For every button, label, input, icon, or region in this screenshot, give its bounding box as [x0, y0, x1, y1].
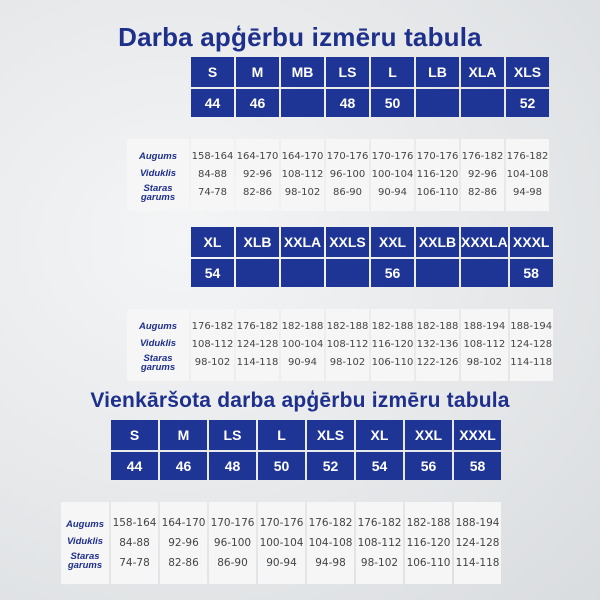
measurement-cell: [461, 309, 508, 381]
value-inseam: 122-126: [416, 357, 459, 368]
value-waist: 92-96: [168, 537, 199, 549]
size-code-cell: XLB: [236, 227, 279, 257]
size-number-cell: [416, 259, 459, 287]
value-height: 188-194: [455, 517, 500, 529]
measurement-cell: [191, 309, 234, 381]
size-number-cell: 46: [236, 89, 279, 117]
size-number-cell: [281, 259, 324, 287]
measurements-row: [127, 139, 549, 211]
value-waist: 92-96: [242, 169, 273, 180]
value-waist: 96-100: [213, 537, 252, 549]
value-inseam: 94-98: [512, 187, 543, 198]
spacer-row: [127, 119, 549, 137]
value-waist: 84-88: [119, 537, 150, 549]
size-number-cell: [281, 89, 324, 117]
value-height: 182-188: [416, 321, 459, 332]
value-inseam: 86-90: [332, 187, 363, 198]
value-waist: 116-120: [416, 169, 459, 180]
corner-blank: [127, 259, 189, 287]
size-number-cell: 56: [371, 259, 414, 287]
measurements-row: [61, 502, 501, 584]
value-height: 170-176: [326, 151, 369, 162]
measurement-cell: [510, 309, 553, 381]
value-inseam: 114-118: [236, 357, 279, 368]
measurement-labels: [127, 309, 189, 381]
value-height: 182-188: [371, 321, 414, 332]
value-waist: 96-100: [329, 169, 366, 180]
value-waist: 104-108: [506, 169, 549, 180]
size-code-cell: LS: [209, 420, 256, 450]
label-waist: Viduklis: [66, 536, 104, 547]
value-inseam: 98-102: [360, 557, 399, 569]
value-height: 188-194: [510, 321, 553, 332]
measurement-cell: [209, 502, 256, 584]
value-waist: 116-120: [371, 339, 414, 350]
label-inseam: [127, 352, 189, 372]
value-inseam: 82-86: [467, 187, 498, 198]
size-code-cell: M: [160, 420, 207, 450]
value-waist: 108-112: [281, 169, 324, 180]
size-code-cell: LB: [416, 57, 459, 87]
size-code-cell: LS: [326, 57, 369, 87]
size-number-cell: 48: [326, 89, 369, 117]
size-code-cell: XXLA: [281, 227, 324, 257]
size-code-cell: XXXL: [454, 420, 501, 450]
size-number-cell: 58: [454, 452, 501, 480]
size-number-cell: 54: [191, 259, 234, 287]
corner-blank: [127, 57, 189, 87]
value-waist: 100-104: [371, 169, 414, 180]
size-number-cell: [461, 89, 504, 117]
value-waist: 100-104: [259, 537, 304, 549]
value-waist: 100-104: [281, 339, 324, 350]
size-code-cell: XXXLA: [461, 227, 508, 257]
value-height: 158-164: [112, 517, 157, 529]
size-header-row: [127, 227, 553, 257]
measurements-row: [127, 309, 553, 381]
measurement-cell: [326, 139, 369, 211]
size-code-cell: XXLS: [326, 227, 369, 257]
size-number-cell: 44: [111, 452, 158, 480]
value-inseam: 82-86: [242, 187, 273, 198]
size-code-cell: XL: [191, 227, 234, 257]
label-inseam-line1: Staras: [143, 183, 173, 194]
size-number-cell: 46: [160, 452, 207, 480]
measurement-labels: [61, 502, 109, 584]
value-inseam: 82-86: [168, 557, 199, 569]
size-code-cell: XLS: [307, 420, 354, 450]
size-number-row: [61, 452, 501, 480]
measurement-labels: [127, 139, 189, 211]
measurement-cell: [281, 309, 324, 381]
main-title: Darba apģērbu izmēru tabula: [118, 22, 482, 52]
label-inseam-line1: Staras: [70, 551, 100, 562]
value-inseam: 98-102: [284, 187, 321, 198]
value-height: 164-170: [281, 151, 324, 162]
size-code-cell: XLS: [506, 57, 549, 87]
value-waist: 108-112: [191, 339, 234, 350]
value-inseam: 98-102: [329, 357, 366, 368]
value-waist: 108-112: [463, 339, 506, 350]
size-code-cell: S: [111, 420, 158, 450]
value-inseam: 106-110: [416, 187, 459, 198]
value-height: 176-182: [236, 321, 279, 332]
size-number-cell: 52: [506, 89, 549, 117]
value-waist: 132-136: [416, 339, 459, 350]
value-inseam: 74-78: [197, 187, 228, 198]
size-code-cell: XLA: [461, 57, 504, 87]
corner-blank: [127, 89, 189, 117]
size-code-cell: L: [371, 57, 414, 87]
measurement-cell: [506, 139, 549, 211]
value-height: 164-170: [236, 151, 279, 162]
value-height: 176-182: [308, 517, 353, 529]
size-number-cell: 50: [371, 89, 414, 117]
size-table-2: [125, 225, 555, 383]
size-code-cell: S: [191, 57, 234, 87]
size-number-cell: 58: [510, 259, 553, 287]
measurement-cell: [258, 502, 305, 584]
size-table-1: [125, 55, 551, 213]
value-height: 182-188: [406, 517, 451, 529]
value-inseam: 114-118: [510, 357, 553, 368]
measurement-cell: [326, 309, 369, 381]
measurement-cell: [356, 502, 403, 584]
value-waist: 92-96: [467, 169, 498, 180]
value-waist: 116-120: [406, 537, 451, 549]
value-height: 170-176: [210, 517, 255, 529]
value-waist: 84-88: [197, 169, 228, 180]
value-inseam: 94-98: [315, 557, 346, 569]
value-waist: 124-128: [236, 339, 279, 350]
size-number-cell: [461, 259, 508, 287]
spacer-row: [127, 289, 553, 307]
size-number-cell: 48: [209, 452, 256, 480]
size-code-cell: XL: [356, 420, 403, 450]
size-number-row: [127, 259, 553, 287]
size-number-row: [127, 89, 549, 117]
value-inseam: 90-94: [377, 187, 408, 198]
value-inseam: 106-110: [406, 557, 451, 569]
size-table-simplified: [59, 418, 503, 586]
size-number-cell: 44: [191, 89, 234, 117]
size-number-cell: 56: [405, 452, 452, 480]
label-height: Augums: [139, 151, 177, 162]
size-header-row: [61, 420, 501, 450]
measurement-cell: [371, 309, 414, 381]
corner-blank: [61, 452, 109, 480]
size-number-cell: 50: [258, 452, 305, 480]
value-inseam: 106-110: [371, 357, 414, 368]
measurement-cell: [191, 139, 234, 211]
label-inseam: [127, 182, 189, 202]
measurement-cell: [236, 139, 279, 211]
measurement-cell: [461, 139, 504, 211]
measurement-cell: [281, 139, 324, 211]
value-waist: 108-112: [357, 537, 402, 549]
size-header-row: [127, 57, 549, 87]
value-height: 182-188: [281, 321, 324, 332]
value-inseam: 98-102: [194, 357, 231, 368]
value-inseam: 74-78: [119, 557, 150, 569]
label-waist: Viduklis: [139, 168, 177, 179]
size-code-cell: M: [236, 57, 279, 87]
value-inseam: 86-90: [217, 557, 248, 569]
label-waist: Viduklis: [139, 338, 177, 349]
value-height: 176-182: [357, 517, 402, 529]
label-height: Augums: [139, 321, 177, 332]
corner-blank: [127, 227, 189, 257]
label-inseam-line2: garums: [140, 192, 176, 203]
measurement-cell: [371, 139, 414, 211]
size-code-cell: XXL: [371, 227, 414, 257]
value-inseam: 90-94: [287, 357, 318, 368]
value-waist: 124-128: [510, 339, 553, 350]
measurement-cell: [236, 309, 279, 381]
value-height: 182-188: [326, 321, 369, 332]
value-inseam: 114-118: [455, 557, 500, 569]
measurement-cell: [454, 502, 501, 584]
value-waist: 104-108: [308, 537, 353, 549]
value-height: 176-182: [191, 321, 234, 332]
size-number-cell: 54: [356, 452, 403, 480]
value-height: 170-176: [416, 151, 459, 162]
measurement-cell: [111, 502, 158, 584]
corner-blank: [61, 420, 109, 450]
measurement-cell: [405, 502, 452, 584]
size-code-cell: L: [258, 420, 305, 450]
value-height: 170-176: [259, 517, 304, 529]
value-waist: 108-112: [326, 339, 369, 350]
label-inseam-line2: garums: [140, 362, 176, 373]
measurement-cell: [416, 309, 459, 381]
value-height: 158-164: [191, 151, 234, 162]
spacer-row: [61, 482, 501, 500]
value-height: 176-182: [461, 151, 504, 162]
size-code-cell: XXXL: [510, 227, 553, 257]
measurement-cell: [307, 502, 354, 584]
size-number-cell: 52: [307, 452, 354, 480]
size-number-cell: [236, 259, 279, 287]
value-height: 164-170: [161, 517, 206, 529]
label-inseam-line2: garums: [67, 560, 103, 571]
size-code-cell: XXLB: [416, 227, 459, 257]
label-inseam: [61, 550, 109, 570]
value-height: 176-182: [506, 151, 549, 162]
value-waist: 124-128: [455, 537, 500, 549]
simplified-title: Vienkāršota darba apģērbu izmēru tabula: [90, 389, 510, 412]
label-height: Augums: [66, 519, 104, 530]
value-height: 188-194: [463, 321, 506, 332]
label-inseam-line1: Staras: [143, 353, 173, 364]
size-number-cell: [416, 89, 459, 117]
size-number-cell: [326, 259, 369, 287]
size-code-cell: XXL: [405, 420, 452, 450]
measurement-cell: [416, 139, 459, 211]
value-inseam: 90-94: [266, 557, 297, 569]
size-code-cell: MB: [281, 57, 324, 87]
value-inseam: 98-102: [466, 357, 503, 368]
measurement-cell: [160, 502, 207, 584]
value-height: 170-176: [371, 151, 414, 162]
